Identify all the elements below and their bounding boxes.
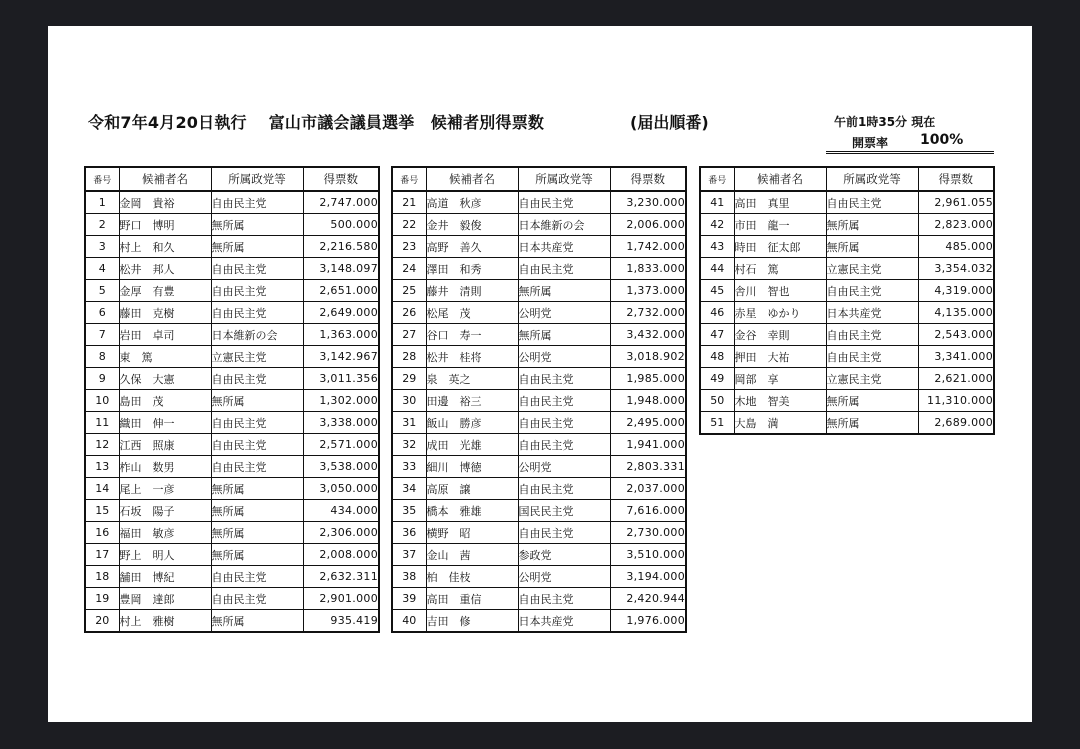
table-row — [85, 456, 379, 478]
candidate-number: 16 — [85, 522, 119, 544]
table-row — [85, 390, 379, 412]
table-row — [392, 500, 686, 522]
candidate-number: 19 — [85, 588, 119, 610]
table-row — [700, 412, 994, 435]
vote-count: 935.419 — [303, 610, 379, 633]
candidate-name: 舗田 博紀 — [119, 566, 211, 588]
candidate-number: 39 — [392, 588, 426, 610]
candidate-name: 村石 篤 — [734, 258, 826, 280]
party-name: 自由民主党 — [211, 434, 303, 456]
vote-count: 3,194.000 — [610, 566, 686, 588]
vote-count: 2,803.331 — [610, 456, 686, 478]
candidate-name: 久保 大憲 — [119, 368, 211, 390]
candidate-number: 27 — [392, 324, 426, 346]
party-name: 自由民主党 — [518, 478, 610, 500]
party-name: 自由民主党 — [518, 390, 610, 412]
table-row — [700, 390, 994, 412]
candidate-number: 24 — [392, 258, 426, 280]
party-name: 無所属 — [211, 478, 303, 500]
table-row — [85, 302, 379, 324]
table-row — [85, 346, 379, 368]
table-row — [392, 390, 686, 412]
vote-count: 2,621.000 — [918, 368, 994, 390]
vote-count: 3,432.000 — [610, 324, 686, 346]
candidate-name: 柏 佳枝 — [426, 566, 518, 588]
vote-count: 1,985.000 — [610, 368, 686, 390]
vote-count: 3,338.000 — [303, 412, 379, 434]
candidate-name: 田邊 裕三 — [426, 390, 518, 412]
table-row — [700, 302, 994, 324]
party-name: 無所属 — [826, 390, 918, 412]
candidate-name: 金山 茜 — [426, 544, 518, 566]
party-name: 自由民主党 — [826, 191, 918, 214]
results-table-1 — [84, 166, 380, 633]
candidate-number: 1 — [85, 191, 119, 214]
party-name: 自由民主党 — [211, 280, 303, 302]
party-name: 公明党 — [518, 302, 610, 324]
vote-count: 2,037.000 — [610, 478, 686, 500]
candidate-number: 10 — [85, 390, 119, 412]
candidate-name: 松井 邦人 — [119, 258, 211, 280]
candidate-number: 37 — [392, 544, 426, 566]
vote-count: 3,510.000 — [610, 544, 686, 566]
vote-count: 3,148.097 — [303, 258, 379, 280]
table-row — [392, 258, 686, 280]
candidate-number: 41 — [700, 191, 734, 214]
header-name: 候補者名 — [426, 167, 518, 191]
vote-count: 2,823.000 — [918, 214, 994, 236]
candidate-name: 石坂 陽子 — [119, 500, 211, 522]
party-name: 公明党 — [518, 566, 610, 588]
party-name: 自由民主党 — [518, 368, 610, 390]
candidate-number: 7 — [85, 324, 119, 346]
table-row — [85, 258, 379, 280]
table-row — [85, 544, 379, 566]
candidate-name: 藤井 清則 — [426, 280, 518, 302]
candidate-name: 吉田 修 — [426, 610, 518, 633]
table-row — [392, 478, 686, 500]
candidate-name: 野上 明人 — [119, 544, 211, 566]
vote-count: 2,006.000 — [610, 214, 686, 236]
party-name: 無所属 — [826, 412, 918, 435]
table-row — [85, 236, 379, 258]
candidate-number: 11 — [85, 412, 119, 434]
candidate-name: 高原 譲 — [426, 478, 518, 500]
candidate-number: 22 — [392, 214, 426, 236]
candidate-number: 12 — [85, 434, 119, 456]
party-name: 自由民主党 — [211, 412, 303, 434]
candidate-number: 20 — [85, 610, 119, 633]
vote-count: 500.000 — [303, 214, 379, 236]
party-name: 自由民主党 — [518, 191, 610, 214]
table-row — [392, 566, 686, 588]
candidate-name: 福田 敏彦 — [119, 522, 211, 544]
header-party: 所属政党等 — [211, 167, 303, 191]
results-table-3 — [699, 166, 995, 435]
party-name: 無所属 — [211, 236, 303, 258]
table-row — [392, 346, 686, 368]
vote-count: 3,538.000 — [303, 456, 379, 478]
candidate-number: 2 — [85, 214, 119, 236]
table-row — [392, 214, 686, 236]
vote-count: 3,018.902 — [610, 346, 686, 368]
candidate-number: 47 — [700, 324, 734, 346]
table-row — [85, 214, 379, 236]
header-votes: 得票数 — [918, 167, 994, 191]
vote-count: 1,833.000 — [610, 258, 686, 280]
vote-count: 4,319.000 — [918, 280, 994, 302]
candidate-number: 5 — [85, 280, 119, 302]
vote-count: 2,651.000 — [303, 280, 379, 302]
table-row — [85, 191, 379, 214]
party-name: 自由民主党 — [518, 588, 610, 610]
candidate-number: 49 — [700, 368, 734, 390]
candidate-number: 34 — [392, 478, 426, 500]
table-row — [392, 302, 686, 324]
party-name: 自由民主党 — [518, 412, 610, 434]
vote-count: 2,649.000 — [303, 302, 379, 324]
counting-rate-label: 開票率 — [852, 136, 889, 150]
candidate-name: 高野 善久 — [426, 236, 518, 258]
candidate-name: 金谷 幸則 — [734, 324, 826, 346]
candidate-name: 野口 博明 — [119, 214, 211, 236]
party-name: 立憲民主党 — [826, 258, 918, 280]
vote-count: 1,976.000 — [610, 610, 686, 633]
candidate-name: 藤田 克樹 — [119, 302, 211, 324]
party-name: 自由民主党 — [518, 522, 610, 544]
table-row — [392, 588, 686, 610]
candidate-name: 島田 茂 — [119, 390, 211, 412]
vote-count: 3,341.000 — [918, 346, 994, 368]
vote-count: 1,373.000 — [610, 280, 686, 302]
candidate-number: 32 — [392, 434, 426, 456]
candidate-number: 42 — [700, 214, 734, 236]
candidate-number: 51 — [700, 412, 734, 435]
vote-count: 2,689.000 — [918, 412, 994, 435]
vote-count: 3,230.000 — [610, 191, 686, 214]
candidate-name: 東 篤 — [119, 346, 211, 368]
party-name: 無所属 — [211, 390, 303, 412]
candidate-number: 4 — [85, 258, 119, 280]
party-name: 公明党 — [518, 346, 610, 368]
counting-rate-value: 100% — [920, 132, 964, 148]
vote-count: 2,732.000 — [610, 302, 686, 324]
vote-count: 1,363.000 — [303, 324, 379, 346]
table-row — [392, 236, 686, 258]
candidate-name: 金岡 貴裕 — [119, 191, 211, 214]
vote-count: 1,941.000 — [610, 434, 686, 456]
vote-count: 3,050.000 — [303, 478, 379, 500]
vote-count: 4,135.000 — [918, 302, 994, 324]
candidate-name: 押田 大祐 — [734, 346, 826, 368]
candidate-name: 赤星 ゆかり — [734, 302, 826, 324]
party-name: 日本維新の会 — [518, 214, 610, 236]
party-name: 国民民主党 — [518, 500, 610, 522]
party-name: 立憲民主党 — [211, 346, 303, 368]
table-row — [85, 412, 379, 434]
party-name: 自由民主党 — [518, 258, 610, 280]
party-name: 無所属 — [826, 236, 918, 258]
candidate-name: 谷口 寿一 — [426, 324, 518, 346]
table-row — [700, 346, 994, 368]
candidate-number: 25 — [392, 280, 426, 302]
table-row — [392, 544, 686, 566]
candidate-number: 9 — [85, 368, 119, 390]
header-votes: 得票数 — [610, 167, 686, 191]
table-row — [85, 368, 379, 390]
table-row — [392, 456, 686, 478]
party-name: 無所属 — [518, 280, 610, 302]
party-name: 自由民主党 — [211, 566, 303, 588]
candidate-number: 40 — [392, 610, 426, 633]
header-party: 所属政党等 — [826, 167, 918, 191]
table-row — [392, 610, 686, 633]
party-name: 無所属 — [211, 500, 303, 522]
candidate-number: 36 — [392, 522, 426, 544]
header-votes: 得票数 — [303, 167, 379, 191]
vote-count: 3,011.356 — [303, 368, 379, 390]
table-row — [392, 280, 686, 302]
vote-count: 1,302.000 — [303, 390, 379, 412]
vote-count: 2,571.000 — [303, 434, 379, 456]
table-row — [700, 368, 994, 390]
candidate-name: 豊岡 達郎 — [119, 588, 211, 610]
candidate-name: 岩田 卓司 — [119, 324, 211, 346]
candidate-number: 21 — [392, 191, 426, 214]
party-name: 自由民主党 — [826, 280, 918, 302]
candidate-number: 48 — [700, 346, 734, 368]
candidate-name: 金厚 有豊 — [119, 280, 211, 302]
party-name: 立憲民主党 — [826, 368, 918, 390]
vote-count: 485.000 — [918, 236, 994, 258]
candidate-name: 大島 満 — [734, 412, 826, 435]
table-row — [700, 236, 994, 258]
candidate-number: 28 — [392, 346, 426, 368]
vote-count: 11,310.000 — [918, 390, 994, 412]
vote-count: 434.000 — [303, 500, 379, 522]
candidate-name: 岡部 享 — [734, 368, 826, 390]
table-row — [85, 588, 379, 610]
candidate-number: 46 — [700, 302, 734, 324]
table-row — [85, 324, 379, 346]
table-row — [85, 500, 379, 522]
table-row — [700, 324, 994, 346]
vote-count: 2,747.000 — [303, 191, 379, 214]
party-name: 無所属 — [518, 324, 610, 346]
vote-count: 2,216.580 — [303, 236, 379, 258]
table-row — [85, 478, 379, 500]
candidate-name: 時田 征太郎 — [734, 236, 826, 258]
candidate-name: 成田 光雄 — [426, 434, 518, 456]
table-row — [392, 324, 686, 346]
party-name: 自由民主党 — [211, 258, 303, 280]
vote-count: 2,901.000 — [303, 588, 379, 610]
vote-count: 2,495.000 — [610, 412, 686, 434]
candidate-name: 村上 和久 — [119, 236, 211, 258]
table-row — [392, 191, 686, 214]
candidate-number: 23 — [392, 236, 426, 258]
candidate-name: 柞山 数男 — [119, 456, 211, 478]
report-time: 午前1時35分 現在 — [834, 115, 936, 129]
candidate-number: 3 — [85, 236, 119, 258]
party-name: 日本共産党 — [518, 236, 610, 258]
candidate-number: 18 — [85, 566, 119, 588]
candidate-name: 金井 毅俊 — [426, 214, 518, 236]
candidate-number: 13 — [85, 456, 119, 478]
candidate-number: 35 — [392, 500, 426, 522]
candidate-name: 高田 真里 — [734, 191, 826, 214]
candidate-name: 松尾 茂 — [426, 302, 518, 324]
counting-rate — [826, 131, 994, 154]
header-party: 所属政党等 — [518, 167, 610, 191]
header-no: 番号 — [700, 167, 734, 191]
party-name: 自由民主党 — [211, 368, 303, 390]
candidate-number: 29 — [392, 368, 426, 390]
candidate-name: 高道 秋彦 — [426, 191, 518, 214]
party-name: 自由民主党 — [826, 346, 918, 368]
candidate-name: 横野 昭 — [426, 522, 518, 544]
candidate-number: 26 — [392, 302, 426, 324]
candidate-name: 橋本 雅雄 — [426, 500, 518, 522]
candidate-number: 33 — [392, 456, 426, 478]
table-row — [700, 191, 994, 214]
table-row — [700, 214, 994, 236]
header-name: 候補者名 — [734, 167, 826, 191]
candidate-name: 織田 伸一 — [119, 412, 211, 434]
candidate-number: 30 — [392, 390, 426, 412]
candidate-name: 澤田 和秀 — [426, 258, 518, 280]
table-row — [85, 566, 379, 588]
header-no: 番号 — [392, 167, 426, 191]
vote-count: 2,543.000 — [918, 324, 994, 346]
party-name: 公明党 — [518, 456, 610, 478]
party-name: 無所属 — [826, 214, 918, 236]
candidate-number: 6 — [85, 302, 119, 324]
party-name: 自由民主党 — [826, 324, 918, 346]
party-name: 自由民主党 — [211, 588, 303, 610]
order-note: (届出順番) — [630, 113, 709, 132]
vote-count: 3,142.967 — [303, 346, 379, 368]
table-row — [85, 434, 379, 456]
candidate-name: 細川 博徳 — [426, 456, 518, 478]
candidate-name: 舎川 智也 — [734, 280, 826, 302]
vote-count: 2,632.311 — [303, 566, 379, 588]
candidate-name: 飯山 勝彦 — [426, 412, 518, 434]
party-name: 日本維新の会 — [211, 324, 303, 346]
table-row — [700, 280, 994, 302]
candidate-number: 50 — [700, 390, 734, 412]
candidate-number: 38 — [392, 566, 426, 588]
candidate-name: 高田 重信 — [426, 588, 518, 610]
candidate-number: 45 — [700, 280, 734, 302]
vote-count: 1,948.000 — [610, 390, 686, 412]
vote-count: 3,354.032 — [918, 258, 994, 280]
candidate-name: 松井 桂将 — [426, 346, 518, 368]
vote-count: 2,961.055 — [918, 191, 994, 214]
party-name: 自由民主党 — [211, 191, 303, 214]
vote-count: 1,742.000 — [610, 236, 686, 258]
vote-count: 7,616.000 — [610, 500, 686, 522]
document-title: 令和7年4月20日執行 富山市議会議員選挙 候補者別得票数 — [88, 113, 545, 132]
candidate-name: 江西 照康 — [119, 434, 211, 456]
party-name: 自由民主党 — [211, 456, 303, 478]
table-row — [392, 434, 686, 456]
candidate-number: 31 — [392, 412, 426, 434]
candidate-number: 44 — [700, 258, 734, 280]
candidate-name: 木地 智美 — [734, 390, 826, 412]
table-row — [85, 610, 379, 633]
candidate-number: 43 — [700, 236, 734, 258]
table-row — [392, 522, 686, 544]
party-name: 日本共産党 — [518, 610, 610, 633]
party-name: 無所属 — [211, 214, 303, 236]
vote-count: 2,730.000 — [610, 522, 686, 544]
vote-count: 2,420.944 — [610, 588, 686, 610]
table-row — [392, 412, 686, 434]
table-row — [85, 280, 379, 302]
table-row — [392, 368, 686, 390]
header-no: 番号 — [85, 167, 119, 191]
vote-count: 2,008.000 — [303, 544, 379, 566]
document-page — [48, 26, 1032, 722]
candidate-name: 尾上 一彦 — [119, 478, 211, 500]
candidate-number: 8 — [85, 346, 119, 368]
candidate-number: 15 — [85, 500, 119, 522]
party-name: 無所属 — [211, 522, 303, 544]
party-name: 無所属 — [211, 610, 303, 633]
vote-count: 2,306.000 — [303, 522, 379, 544]
table-row — [700, 258, 994, 280]
party-name: 日本共産党 — [826, 302, 918, 324]
candidate-name: 泉 英之 — [426, 368, 518, 390]
party-name: 自由民主党 — [518, 434, 610, 456]
candidate-name: 市田 龍一 — [734, 214, 826, 236]
results-table-2 — [391, 166, 687, 633]
candidate-number: 14 — [85, 478, 119, 500]
table-row — [85, 522, 379, 544]
party-name: 参政党 — [518, 544, 610, 566]
party-name: 無所属 — [211, 544, 303, 566]
party-name: 自由民主党 — [211, 302, 303, 324]
candidate-name: 村上 雅樹 — [119, 610, 211, 633]
header-name: 候補者名 — [119, 167, 211, 191]
candidate-number: 17 — [85, 544, 119, 566]
